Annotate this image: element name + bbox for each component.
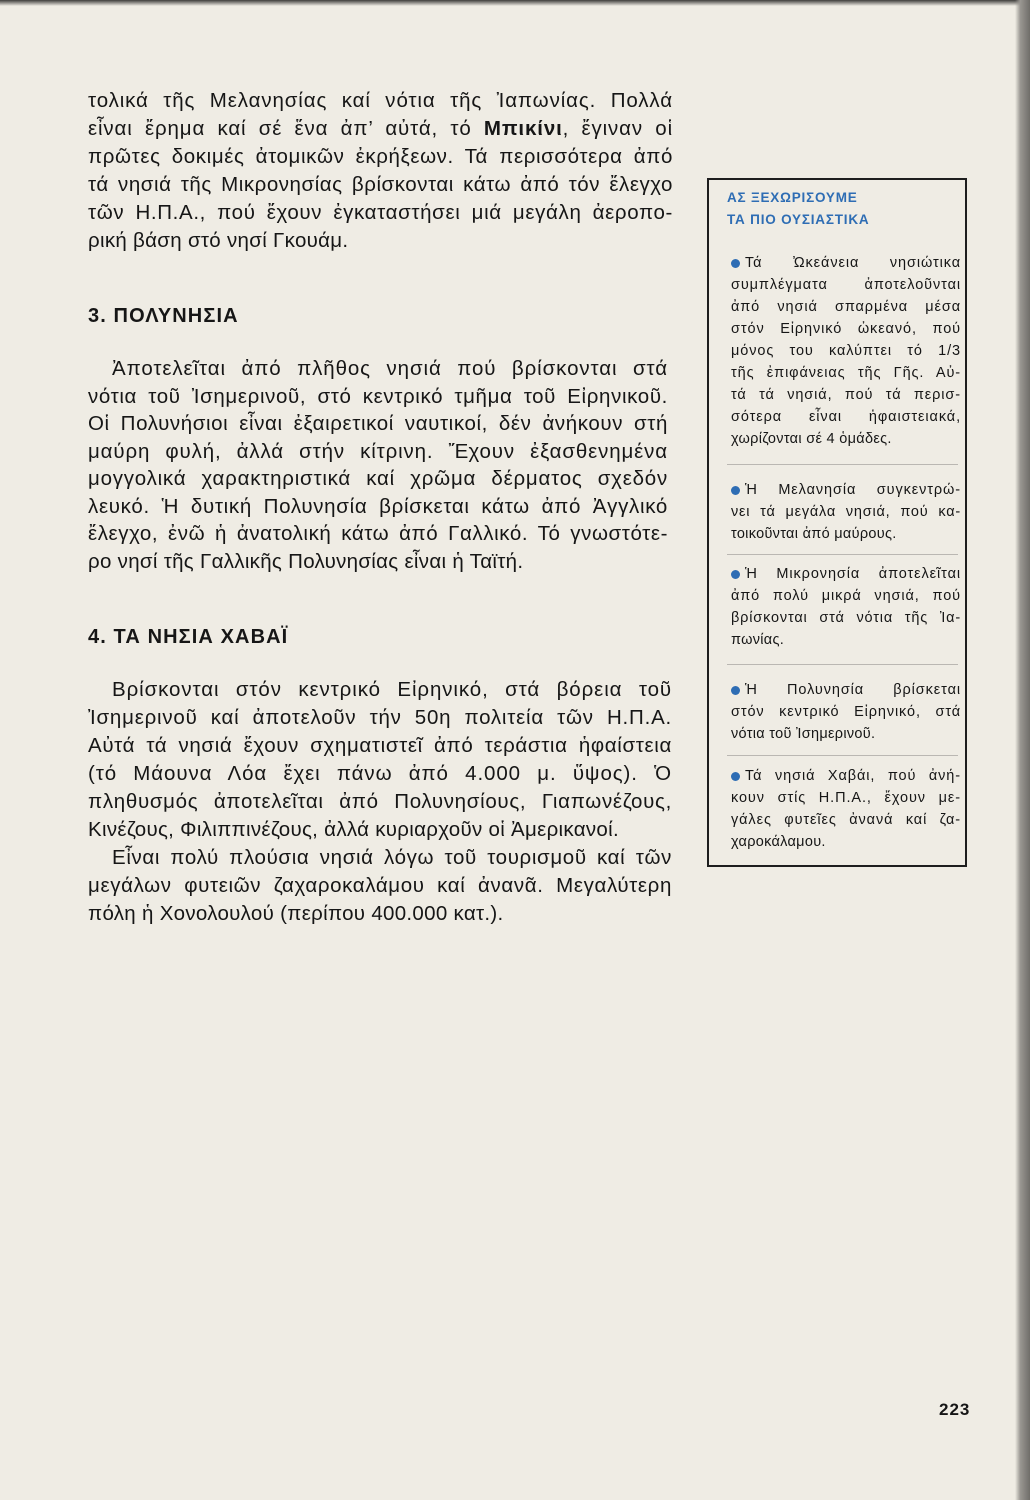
bullet-divider: [727, 755, 958, 756]
body-line: [88, 383, 668, 411]
bullet-divider: [727, 664, 958, 665]
intro-line-text: τῶν Η.Π.Α., πού ἔχουν ἐγκαταστήσει μιά μεγάλη ἀεροπο-: [88, 201, 673, 224]
body-line: [88, 438, 668, 466]
summary-line: [731, 679, 961, 701]
intro-line-text: [88, 117, 673, 140]
summary-line-text: Τά νησιά Χαβάι, πού ἀνή-: [745, 768, 961, 784]
summary-line: [731, 501, 961, 523]
summary-line: [731, 340, 961, 362]
summary-line-text: βρίσκονται στά νότια τῆς Ἰα-: [731, 610, 961, 626]
body-line-text: Αὐτά τά νησιά ἔχουν σχηματιστεῖ ἀπό τεράστια ἡφαίστεια: [88, 734, 672, 757]
body-line: [88, 844, 672, 872]
body-line: [88, 900, 672, 928]
bullet-dot-icon: [731, 686, 740, 695]
summary-line: [731, 384, 961, 406]
summary-line: [731, 274, 961, 296]
summary-line: [731, 607, 961, 629]
summary-line: [731, 428, 961, 450]
summary-line: [731, 765, 961, 787]
hawaii-paragraphs: [88, 676, 672, 928]
body-line-text: Ἰσημερινοῦ καί ἀποτελοῦν τήν 50η πολιτεία τῶν Η.Π.Α.: [88, 706, 672, 729]
summary-line-text: Τά Ὠκεάνεια νησιώτικα: [745, 255, 961, 271]
intro-line: [88, 171, 673, 199]
body-line-text: μαύρη φυλή, ἀλλά στήν κίτρινη. Ἔχουν ἐξασθενημένα: [88, 439, 668, 463]
summary-line: [731, 296, 961, 318]
summary-line-text: χωρίζονται σέ 4 ὁμάδες.: [731, 431, 892, 447]
summary-line: [731, 701, 961, 723]
polynesia-paragraph: [88, 355, 668, 575]
summary-line: [731, 523, 961, 545]
summary-line-text: γάλες φυτεῖες ἀνανά καί ζα-: [731, 812, 961, 828]
body-line: [88, 493, 668, 521]
summary-line-text: στόν κεντρικό Εἰρηνικό, στά: [731, 704, 961, 720]
intro-paragraph: [88, 87, 673, 255]
bullet-divider: [727, 464, 958, 465]
summary-line-text: τά τά νησιά, πού τά περισ-: [731, 387, 961, 403]
summary-line-text: μόνος του καλύπτει τό 1/3: [731, 343, 961, 359]
body-line-text: Κινέζους, Φιλιππινέζους, ἀλλά κυριαρχοῦν οἱ Ἀμερικανοί.: [88, 818, 619, 841]
summary-title: [727, 187, 869, 231]
summary-bullet: [731, 563, 961, 651]
page-right-edge: [1015, 0, 1030, 1500]
summary-line: [731, 252, 961, 274]
bullet-dot-icon: [731, 570, 740, 579]
summary-line-text: τῆς ἐπιφάνειας τῆς Γῆς. Αὐ-: [731, 365, 961, 381]
summary-line-text: κουν στίς Η.Π.Α., ἔχουν με-: [731, 790, 961, 806]
intro-line: [88, 143, 673, 171]
body-line: [88, 410, 668, 438]
page-top-edge: [0, 0, 1030, 6]
body-line-text: μεγάλων φυτειῶν ζαχαροκαλάμου καί ἀνανᾶ. Μεγαλύτερη: [88, 874, 672, 897]
summary-line-text: νότια τοῦ Ἰσημερινοῦ.: [731, 726, 876, 742]
page-number: 223: [939, 1400, 971, 1419]
body-line-text: ρο νησί τῆς Γαλλικῆς Πολυνησίας εἶναι ἡ Ταϊτή.: [88, 549, 524, 573]
summary-bullet: [731, 679, 961, 745]
body-line: [88, 872, 672, 900]
summary-bullet: [731, 252, 961, 450]
bullet-dot-icon: [731, 772, 740, 781]
summary-line-text: Ἡ Πολυνησία βρίσκεται: [745, 682, 961, 698]
body-line-text: ἔλεγχο, ἐνῶ ἡ ἀνατολική κάτω ἀπό Γαλλικό. Τό γνωστότε-: [88, 522, 668, 545]
summary-line-text: χαροκάλαμου.: [731, 834, 826, 850]
summary-title-line: ΤΑ ΠΙΟ ΟΥΣΙΑΣΤΙΚΑ: [727, 212, 870, 227]
body-line-text: μογγολικά χαρακτηριστικά καί χρῶμα δέρματος σχεδόν: [88, 467, 669, 490]
intro-line-text-before: εἶναι ἔρημα καί σέ ἕνα ἀπ’ αὐτά, τό: [88, 117, 484, 140]
body-line: [88, 355, 668, 383]
summary-line: [731, 362, 961, 384]
body-line: [88, 520, 668, 548]
intro-line: [88, 87, 673, 115]
summary-line: [731, 479, 961, 501]
summary-line-text: ἀπό πολύ μικρά νησιά, πού: [731, 588, 961, 604]
body-line: [88, 760, 672, 788]
summary-line-text: συμπλέγματα ἀποτελοῦνται: [731, 277, 961, 293]
body-line-text: Ἀποτελεῖται ἀπό πλῆθος νησιά πού βρίσκονται στά: [112, 357, 668, 380]
summary-bullet: [731, 479, 961, 545]
body-line: [88, 548, 668, 576]
summary-line: [731, 563, 961, 585]
summary-line: [731, 318, 961, 340]
body-line-text: (τό Μάουνα Λόα ἔχει πάνω ἀπό 4.000 μ. ὕψος). Ὁ: [88, 762, 672, 785]
summary-line-text: Ἡ Μικρονησία ἀποτελεῖται: [745, 566, 961, 582]
intro-line-text: ρική βάση στό νησί Γκουάμ.: [88, 229, 349, 252]
summary-line-text: τοικοῦνται ἀπό μαύρους.: [731, 526, 897, 542]
summary-line: [731, 585, 961, 607]
bullet-dot-icon: [731, 486, 740, 495]
body-line-text: Βρίσκονται στόν κεντρικό Εἰρηνικό, στά βόρεια τοῦ: [112, 678, 672, 701]
intro-line-text: πρῶτες δοκιμές ἀτομικῶν ἐκρήξεων. Τά περισσότερα ἀπό: [88, 145, 673, 168]
bullet-divider: [727, 554, 958, 555]
section-heading-polynesia: 3. ΠΟΛΥΝΗΣΙΑ: [88, 305, 239, 327]
intro-line: [88, 199, 673, 227]
body-line-text: Οἱ Πολυνήσιοι εἶναι ἐξαιρετικοί ναυτικοί, δέν ἀνήκουν στή: [88, 412, 668, 435]
body-line: [88, 676, 672, 704]
summary-line-text: Ἡ Μελανησία συγκεντρώ-: [745, 482, 961, 498]
body-line: [88, 704, 672, 732]
summary-title-line: ΑΣ ΞΕΧΩΡΙΣΟΥΜΕ: [727, 190, 858, 205]
intro-line: [88, 227, 673, 255]
summary-line-text: νει τά μεγάλα νησιά, πού κα-: [731, 504, 961, 520]
summary-line-text: πωνίας.: [731, 632, 785, 648]
intro-line: [88, 115, 673, 143]
summary-line-text: στόν Εἰρηνικό ὠκεανό, πού: [731, 321, 961, 337]
body-line-text: λευκό. Ἡ δυτική Πολυνησία βρίσκεται κάτω ἀπό Ἀγγλικό: [88, 494, 668, 518]
bold-term-bikini: Μπικίνι: [483, 117, 563, 140]
summary-line: [731, 809, 961, 831]
summary-line: [731, 406, 961, 428]
summary-line: [731, 629, 961, 651]
summary-line: [731, 831, 961, 853]
body-line-text: πόλη ἡ Χονολουλού (περίπου 400.000 κατ.).: [88, 902, 504, 925]
body-line-text: πληθυσμός ἀποτελεῖται ἀπό Πολυνησίους, Γιαπωνέζους,: [88, 790, 672, 813]
summary-box: [707, 178, 967, 867]
summary-line-text: σότερα εἶναι ἡφαιστειακά,: [731, 409, 961, 425]
body-line: [88, 788, 672, 816]
body-line-text: Εἶναι πολύ πλούσια νησιά λόγω τοῦ τουρισμοῦ καί τῶν: [112, 846, 672, 869]
summary-line: [731, 723, 961, 745]
body-line: [88, 816, 672, 844]
summary-bullet: [731, 765, 961, 853]
section-heading-hawaii: 4. ΤΑ ΝΗΣΙΑ ΧΑΒΑΪ: [88, 626, 289, 648]
bullet-dot-icon: [731, 259, 740, 268]
body-line: [88, 465, 668, 493]
body-line: [88, 732, 672, 760]
intro-line-text-after: , ἔγιναν οἱ: [562, 117, 673, 140]
body-line-text: νότια τοῦ Ἰσημερινοῦ, στό κεντρικό τμῆμα τοῦ Εἰρηνικοῦ.: [88, 384, 668, 408]
summary-line: [731, 787, 961, 809]
summary-line-text: ἀπό νησιά σπαρμένα μέσα: [731, 299, 961, 315]
intro-line-text: τά νησιά τῆς Μικρονησίας βρίσκονται κάτω ἀπό τόν ἔλεγχο: [88, 173, 673, 196]
intro-line-text: τολικά τῆς Μελανησίας καί νότια τῆς Ἰαπωνίας. Πολλά: [88, 89, 673, 112]
